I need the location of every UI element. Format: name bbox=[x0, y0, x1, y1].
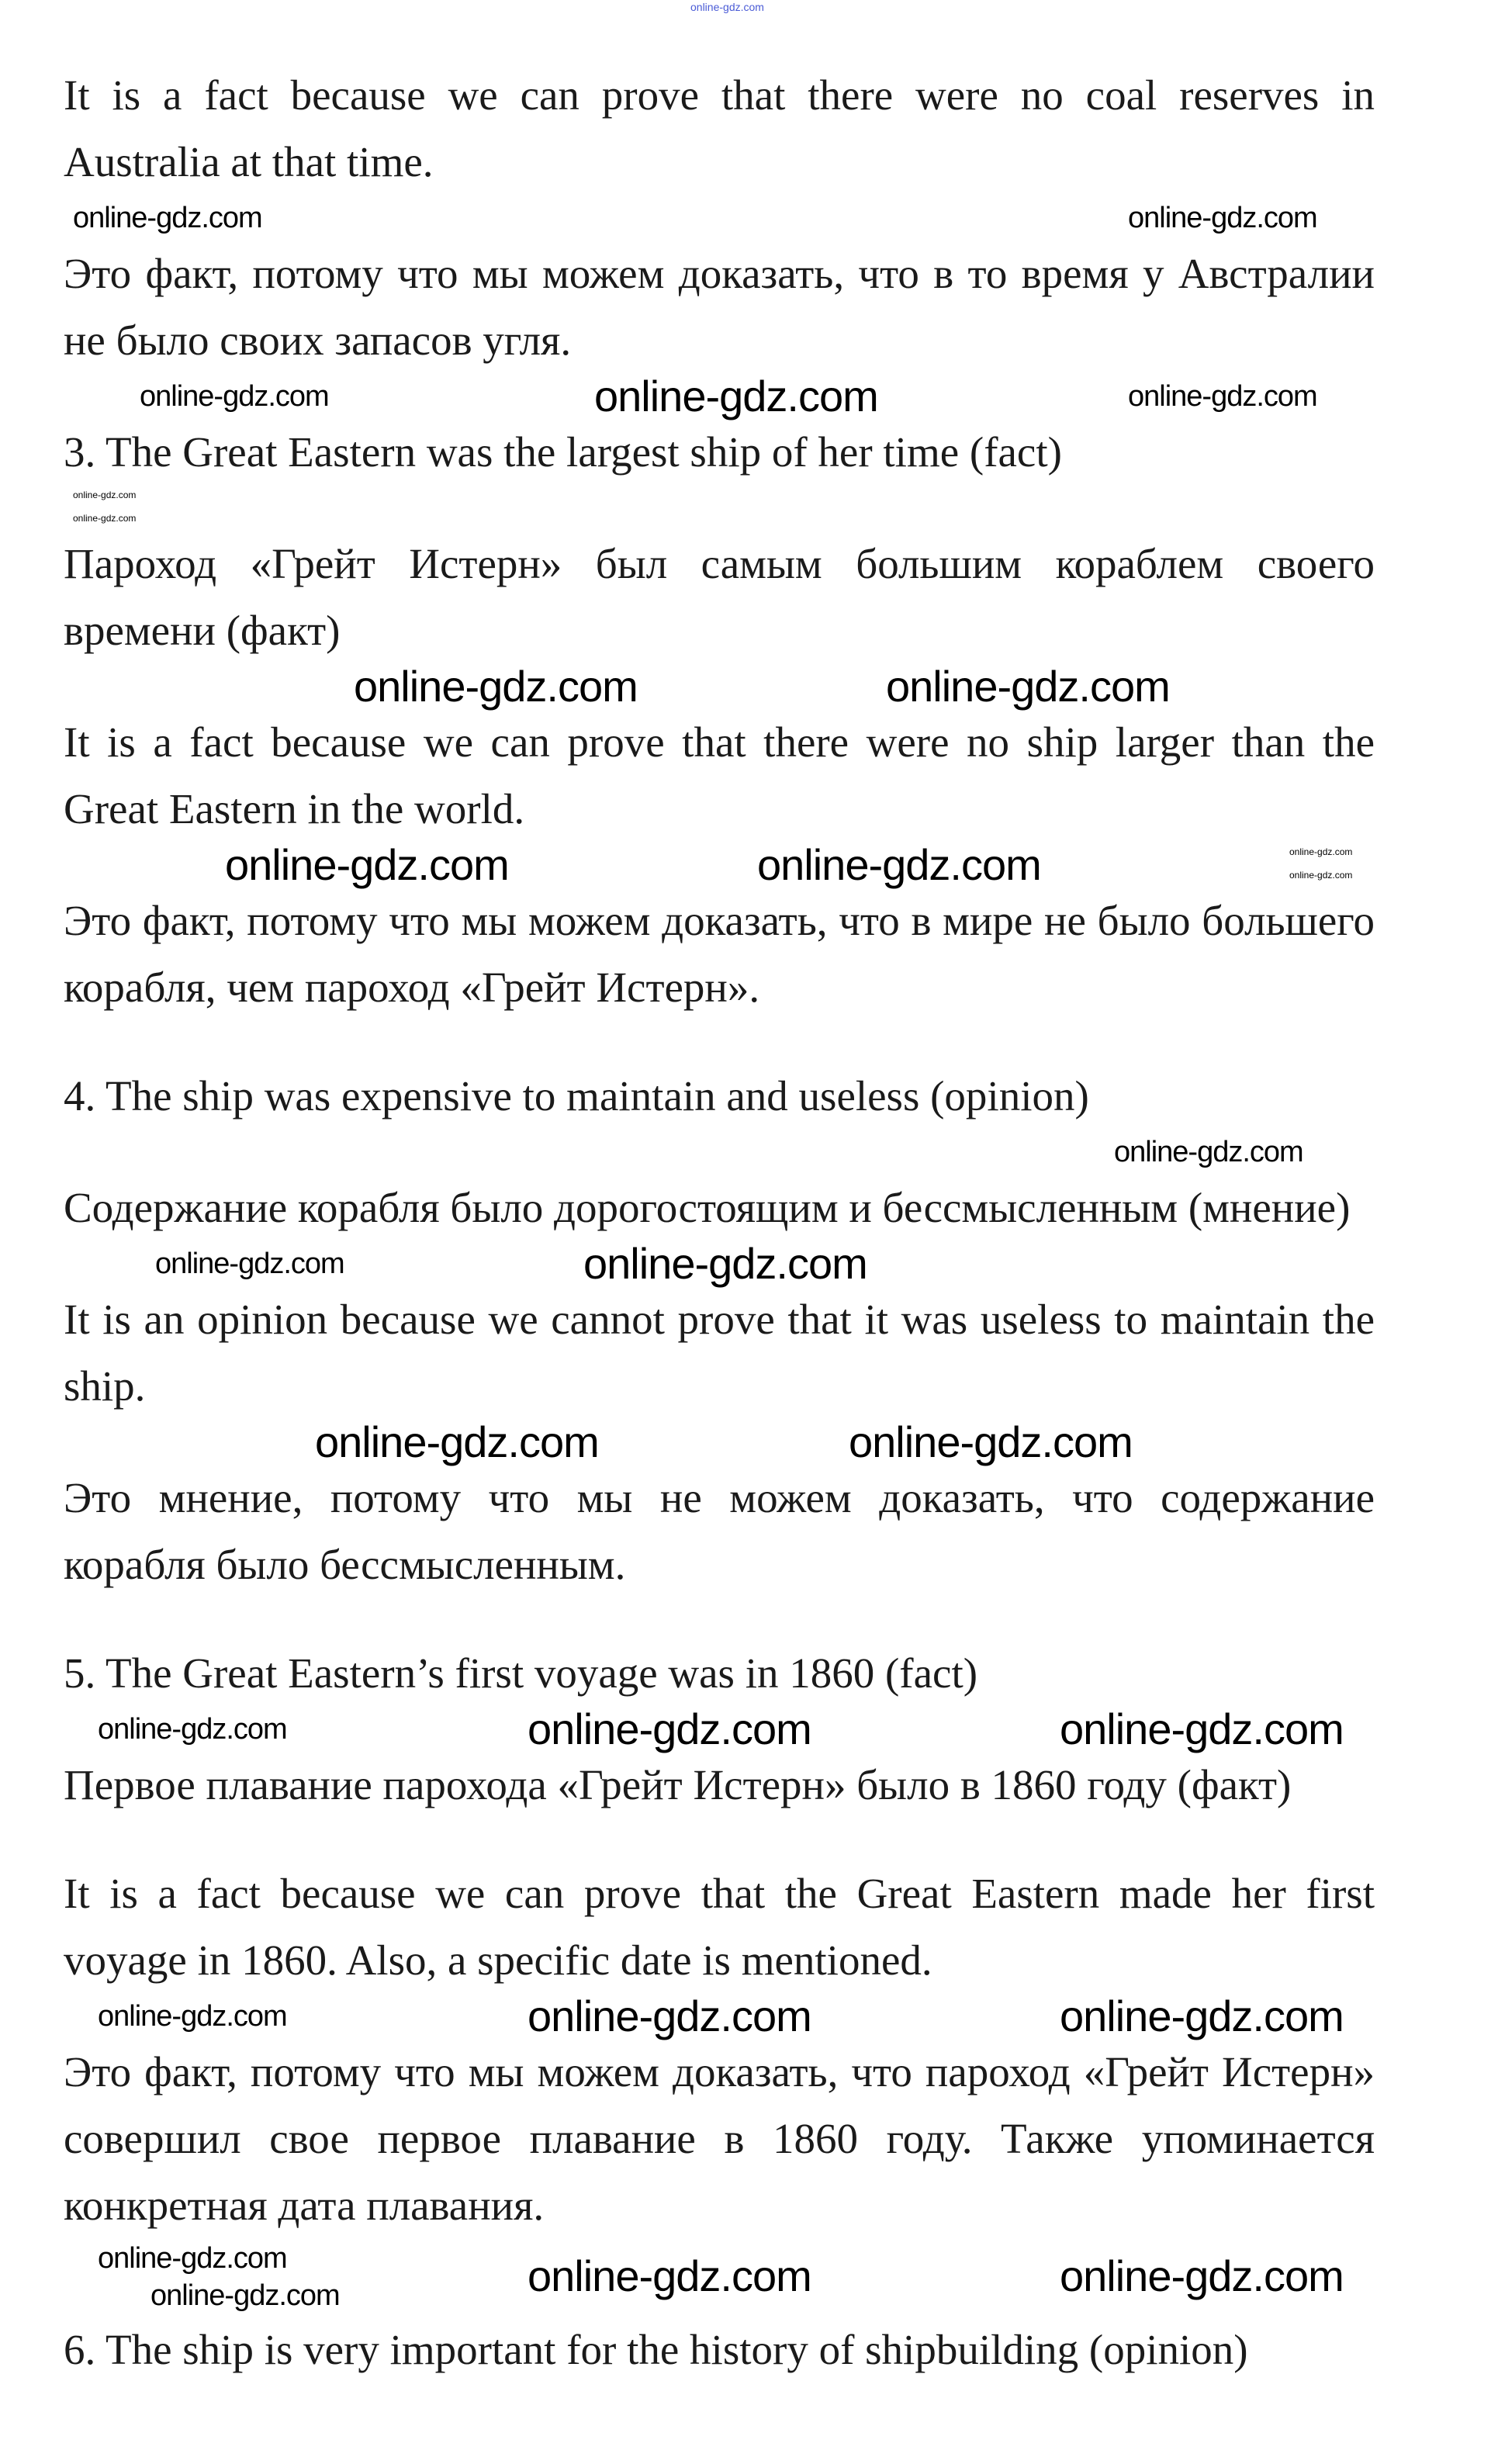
watermark: online-gdz.com bbox=[1128, 202, 1317, 234]
paragraph-gap bbox=[0, 1819, 1498, 1860]
watermark: online-gdz.com bbox=[849, 1417, 1133, 1466]
watermark: online-gdz.com bbox=[225, 840, 509, 889]
watermark-row bbox=[0, 840, 1498, 889]
watermark: online-gdz.com bbox=[1060, 1992, 1344, 2040]
watermark: online-gdz.com bbox=[583, 1239, 867, 1288]
watermark: online-gdz.com bbox=[140, 380, 329, 413]
watermark-row bbox=[0, 1417, 1498, 1466]
watermark: online-gdz.com bbox=[315, 1417, 599, 1466]
paragraph-heading: 4. The ship was expensive to maintain and useless (opinion) bbox=[64, 1072, 1089, 1120]
paragraph: Пароход «Грейт Истерн» был самым большим кораблем своего времени (факт) bbox=[64, 540, 1375, 654]
paragraph-gap bbox=[0, 1598, 1498, 1640]
watermark-row bbox=[0, 664, 1498, 709]
paragraph: It is a fact because we can prove that there were no ship larger than the Great Eastern in the world. bbox=[64, 718, 1375, 832]
paragraph: It is a fact because we can prove that there were no coal reserves in Australia at that time. bbox=[64, 71, 1375, 185]
watermark: online-gdz.com bbox=[1060, 2251, 1344, 2300]
watermark-row bbox=[0, 1241, 1498, 1286]
watermark: online-gdz.com bbox=[73, 513, 137, 524]
watermark-row bbox=[0, 486, 1498, 531]
paragraph: Это факт, потому что мы можем доказать, что пароход «Грейт Истерн» совершил свое первое плавание в 1860 году. Также упоминается конкретная дата плавания. bbox=[64, 2048, 1375, 2229]
watermark: online-gdz.com bbox=[1289, 846, 1353, 857]
paragraph-heading: 3. The Great Eastern was the largest ship of her time (fact) bbox=[64, 428, 1062, 476]
paragraph-heading: 6. The ship is very important for the history of shipbuilding (opinion) bbox=[64, 2326, 1248, 2373]
watermark: online-gdz.com bbox=[354, 662, 638, 711]
watermark: online-gdz.com bbox=[528, 1704, 811, 1753]
paragraph: Первое плавание парохода «Грейт Истерн» было в 1860 году (факт) bbox=[64, 1761, 1292, 1808]
watermark: online-gdz.com bbox=[98, 1713, 287, 1746]
watermark: online-gdz.com bbox=[155, 1248, 344, 1280]
watermark-row bbox=[0, 1130, 1498, 1175]
watermark: online-gdz.com bbox=[528, 1992, 811, 2040]
paragraph: It is an opinion because we cannot prove that it was useless to maintain the ship. bbox=[64, 1296, 1375, 1410]
paragraph: It is a fact because we can prove that the Great Eastern made her first voyage in 1860. Also, a specific date is mentioned. bbox=[64, 1870, 1375, 1984]
watermark-row bbox=[0, 196, 1498, 241]
watermark: online-gdz.com bbox=[150, 2279, 340, 2312]
watermark: online-gdz.com bbox=[886, 662, 1170, 711]
watermark-row bbox=[0, 374, 1498, 419]
watermark: online-gdz.com bbox=[1289, 870, 1353, 881]
paragraph-gap bbox=[0, 1021, 1498, 1063]
watermark: online-gdz.com bbox=[1114, 1136, 1303, 1168]
watermark: online-gdz.com bbox=[528, 2251, 811, 2300]
paragraph: Это факт, потому что мы можем доказать, что в мире не было большего корабля, чем пароход «Грейт Истерн». bbox=[64, 897, 1375, 1011]
paragraph: Это факт, потому что мы можем доказать, что в то время у Австралии не было своих запасов угля. bbox=[64, 250, 1375, 364]
watermark: online-gdz.com bbox=[1128, 380, 1317, 413]
watermark: online-gdz.com bbox=[98, 2000, 287, 2033]
watermark: online-gdz.com bbox=[73, 202, 262, 234]
paragraph-heading: 5. The Great Eastern’s first voyage was in 1860 (fact) bbox=[64, 1649, 978, 1697]
watermark: online-gdz.com bbox=[594, 372, 878, 420]
header-watermark: online-gdz.com bbox=[690, 1, 764, 13]
paragraph: Содержание корабля было дорогостоящим и бессмысленным (мнение) bbox=[64, 1184, 1351, 1231]
watermark: online-gdz.com bbox=[757, 840, 1041, 889]
watermark-row bbox=[0, 2239, 1498, 2317]
watermark: online-gdz.com bbox=[73, 490, 137, 500]
watermark: online-gdz.com bbox=[98, 2242, 287, 2275]
watermark-row bbox=[0, 1704, 1498, 1753]
watermark: online-gdz.com bbox=[1060, 1704, 1344, 1753]
watermark-row bbox=[0, 1994, 1498, 2039]
paragraph: Это мнение, потому что мы не можем доказать, что содержание корабля было бессмысленным. bbox=[64, 1474, 1375, 1588]
